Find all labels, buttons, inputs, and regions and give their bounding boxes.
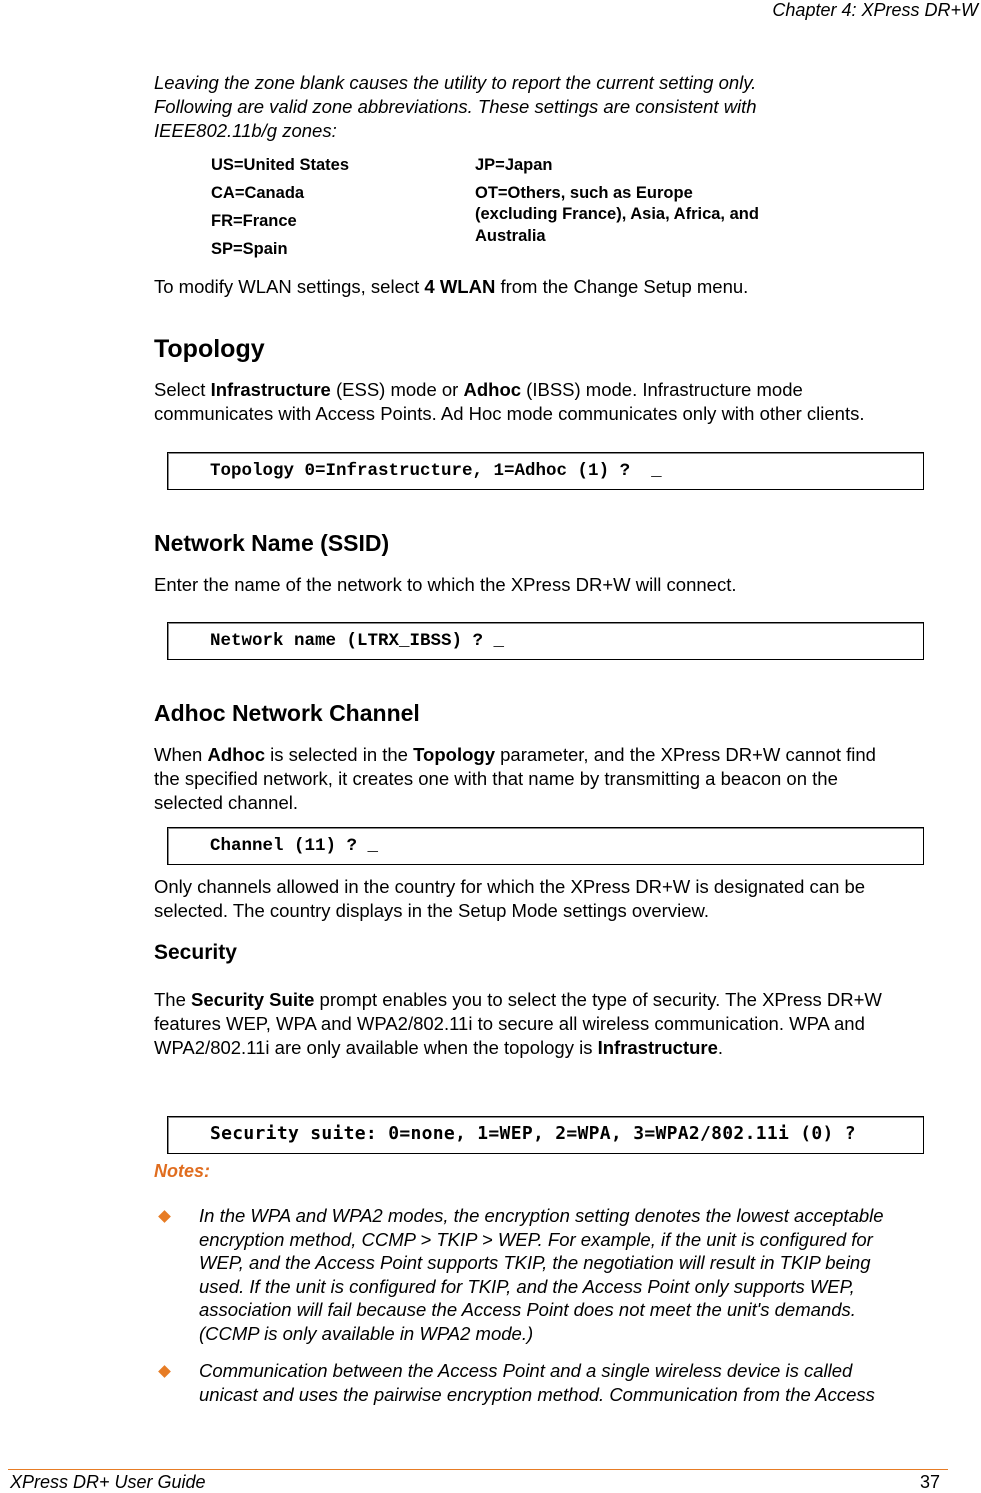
topology-para-line-2: communicates with Access Points. Ad Hoc mode communicates only with other clients. (154, 403, 865, 424)
notes-label: Notes: (154, 1161, 211, 1181)
security-code-box (167, 1116, 924, 1154)
zone-sp: SP=Spain (211, 240, 288, 258)
channel-after-line-2: selected. The country displays in the Setup Mode settings overview. (154, 900, 709, 921)
security-para-line-3: WPA2/802.11i are only available when the topology is Infrastructure. (154, 1037, 724, 1058)
topology-prompt: Topology 0=Infrastructure, 1=Adhoc (1) ? _ (210, 461, 662, 481)
channel-para-line-2: the specified network, it creates one with that name by transmitting a beacon on the (154, 768, 838, 789)
zone-us: US=United States (211, 156, 349, 174)
ssid-prompt: Network name (LTRX_IBSS) ? _ (210, 631, 505, 651)
zone-jp: JP=Japan (475, 156, 553, 174)
zone-fr: FR=France (211, 212, 297, 230)
footer-title: XPress DR+ User Guide (10, 1472, 206, 1492)
topology-heading: Topology (154, 335, 265, 363)
channel-code-box (167, 827, 924, 865)
ssid-heading: Network Name (SSID) (154, 530, 390, 556)
topology-code-box (167, 452, 924, 490)
diamond-bullet-icon (158, 1365, 171, 1378)
channel-heading: Adhoc Network Channel (154, 700, 420, 726)
topology-para-line-1: Select Infrastructure (ESS) mode or Adhoc (IBSS) mode. Infrastructure mode (154, 379, 803, 400)
zone-ot-3: Australia (475, 227, 546, 245)
wlan-instruction: To modify WLAN settings, select 4 WLAN from the Change Setup menu. (154, 276, 749, 297)
ssid-para: Enter the name of the network to which the XPress DR+W will connect. (154, 574, 737, 595)
page-number: 37 (920, 1472, 941, 1492)
security-heading: Security (154, 941, 237, 964)
footer-divider (8, 1469, 948, 1470)
zone-ot-1: OT=Others, such as Europe (475, 184, 693, 202)
channel-prompt: Channel (11) ? _ (210, 836, 379, 856)
zone-ot-2: (excluding France), Asia, Africa, and (475, 205, 759, 223)
channel-after-line-1: Only channels allowed in the country for which the XPress DR+W is designated can be (154, 876, 866, 897)
intro-line-1: Leaving the zone blank causes the utility to report the current setting only. (154, 72, 757, 93)
channel-para-line-3: selected channel. (154, 792, 298, 813)
zone-ca: CA=Canada (211, 184, 305, 202)
chapter-header: Chapter 4: XPress DR+W (772, 0, 978, 20)
security-prompt: Security suite: 0=none, 1=WEP, 2=WPA, 3=WPA2/802.11i (0) ? (210, 1123, 856, 1144)
security-para-line-2: features WEP, WPA and WPA2/802.11i to secure all wireless communication. WPA and (154, 1013, 865, 1034)
intro-line-2: Following are valid zone abbreviations. These settings are consistent with (154, 96, 757, 117)
channel-para-line-1: When Adhoc is selected in the Topology parameter, and the XPress DR+W cannot find (154, 744, 876, 765)
security-para-line-1: The Security Suite prompt enables you to select the type of security. The XPress DR+W (154, 989, 882, 1010)
note-2: Communication between the Access Point and a single wireless device is called unicast and uses the pairwise encryption method. Communication from the Access (199, 1360, 875, 1405)
intro-line-3: IEEE802.11b/g zones: (154, 120, 337, 141)
note-1: In the WPA and WPA2 modes, the encryption setting denotes the lowest acceptable encryption method, CCMP > TKIP > WEP. For example, if the unit is configured for WEP, and the Access Point supports TKIP, the negotiation will result in TKIP being used. If the unit is configured for TKIP, and the Access Point only supports WEP, association will fail because the Access Point does not meet the unit's demands. (CCMP is only available in WPA2 mode.) (199, 1205, 884, 1344)
ssid-code-box (167, 622, 924, 660)
diamond-bullet-icon (158, 1210, 171, 1223)
